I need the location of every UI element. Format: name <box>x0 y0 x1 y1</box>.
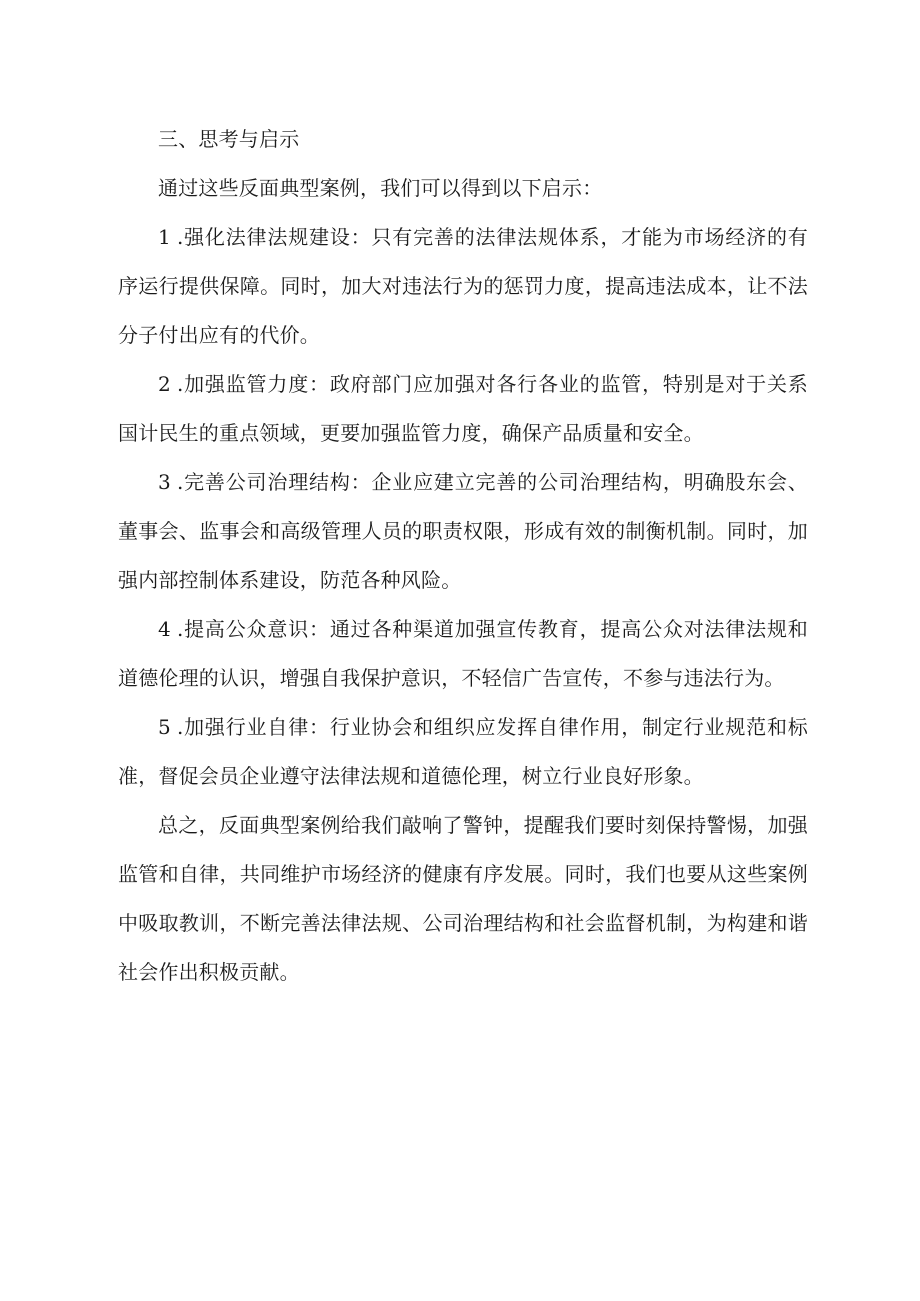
item-text: .完善公司治理结构：企业应建立完善的公司治理结构，明确股东会、董事会、监事会和高级管理人员的职责权限，形成有效的制衡机制。同时，加强内部控制体系建设，防范各种风险。 <box>118 470 808 592</box>
item-number: 1 <box>158 225 171 249</box>
document-page <box>118 115 808 997</box>
intro-paragraph: 通过这些反面典型案例，我们可以得到以下启示： <box>158 176 603 200</box>
item-number: 5 <box>158 715 171 739</box>
item-text: .强化法律法规建设：只有完善的法律法规体系，才能为市场经济的有序运行提供保障。同时，加大对违法行为的惩罚力度，提高违法成本，让不法分子付出应有的代价。 <box>118 225 808 347</box>
list-item <box>118 360 808 458</box>
item-number: 4 <box>158 617 171 641</box>
list-item <box>118 458 808 605</box>
conclusion-paragraph: 总之，反面典型案例给我们敲响了警钟，提醒我们要时刻保持警惕，加强监管和自律，共同维护市场经济的健康有序发展。同时，我们也要从这些案例中吸取教训，不断完善法律法规、公司治理结构和社会监督机制，为构建和谐社会作出积极贡献。 <box>118 813 808 984</box>
item-number: 3 <box>158 470 171 494</box>
item-text: .加强监管力度：政府部门应加强对各行各业的监管，特别是对于关系国计民生的重点领域，更要加强监管力度，确保产品质量和安全。 <box>118 372 808 445</box>
section-heading: 三、思考与启示 <box>158 127 300 151</box>
item-text: .加强行业自律：行业协会和组织应发挥自律作用，制定行业规范和标准，督促会员企业遵守法律法规和道德伦理，树立行业良好形象。 <box>118 715 808 788</box>
list-item <box>118 213 808 360</box>
list-item <box>118 703 808 801</box>
item-text: .提高公众意识：通过各种渠道加强宣传教育，提高公众对法律法规和道德伦理的认识，增强自我保护意识，不轻信广告宣传，不参与违法行为。 <box>118 617 808 690</box>
list-item <box>118 605 808 703</box>
item-number: 2 <box>158 372 171 396</box>
